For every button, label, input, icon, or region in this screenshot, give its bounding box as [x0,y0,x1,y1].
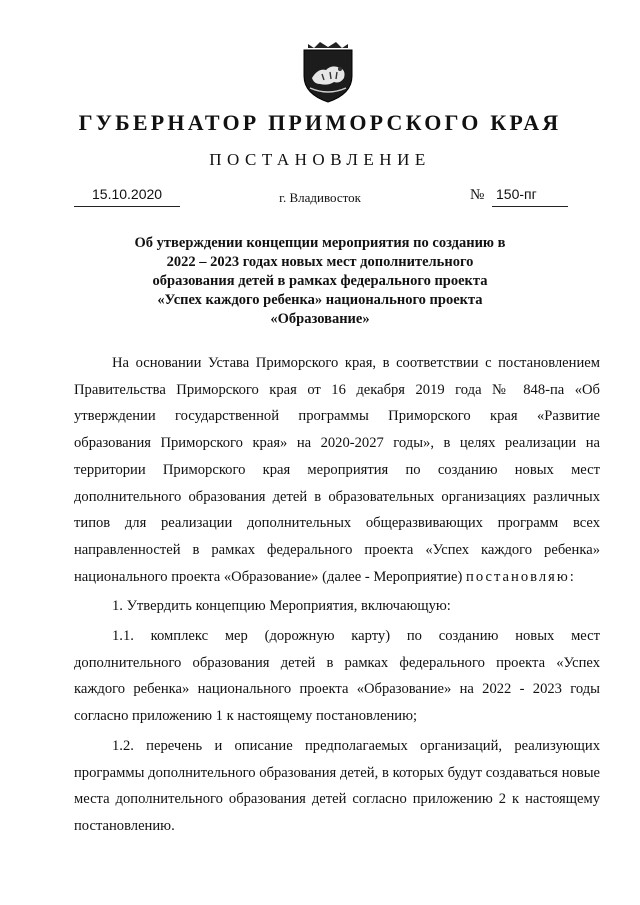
number-field [470,186,568,206]
coat-of-arms-icon [300,38,356,104]
subject-line: «Образование» [270,311,370,327]
document-date: 15.10.2020 [92,186,163,202]
decree-word: постановляю: [466,568,576,585]
paragraph-preamble [74,350,600,590]
number-sign: № [470,187,485,203]
preamble-text: На основании Устава Приморского края, в соответствии с постановлением Правительства Приморского края от 16 декабря 2019 года № 848-па «Об утверждении государственной программы Приморского края «Развитие образования Приморского края» на 2020-2027 годы», в целях реализации на территории Приморского края мероприятия по созданию новых мест дополнительного образования детей в образовательных организациях различных типов для реализации дополнительных общеразвивающих программ всех направленностей в рамках федерального проекта «Успех каждого ребенка» национального проекта «Образование» (далее - Мероприятие) [74,355,600,585]
document-number: 150-пг [496,186,537,202]
document-body [74,350,600,843]
number-underline [492,186,568,207]
document-city: г. Владивосток [279,190,361,205]
paragraph-item-1-1: 1.1. комплекс мер (дорожную карту) по созданию новых мест дополнительного образования детей в рамках федерального проекта «Успех каждого ребенка» национального проекта «Образование» на 2022 - 2023 годы согласно приложению 1 к настоящему постановлению; [74,628,600,725]
paragraph-item-1: 1. Утвердить концепцию Мероприятия, включающую: [112,598,451,615]
governor-title: ГУБЕРНАТОР ПРИМОРСКОГО КРАЯ [78,110,562,135]
document-subject [90,234,550,329]
document-type: ПОСТАНОВЛЕНИЕ [209,150,431,169]
subject-line: 2022 – 2023 годах новых мест дополнительного [166,254,474,270]
subject-line: Об утверждении концепции мероприятия по созданию в [134,235,506,251]
subject-line: «Успех каждого ребенка» национального проекта [157,292,483,308]
subject-line: образования детей в рамках федерального проекта [152,273,488,289]
paragraph-item-1-2: 1.2. перечень и описание предполагаемых организаций, реализующих программы дополнительного образования детей, в которых будут создаваться новые места дополнительного образования детей согласно приложению 2 к настоящему постановлению. [74,737,600,834]
